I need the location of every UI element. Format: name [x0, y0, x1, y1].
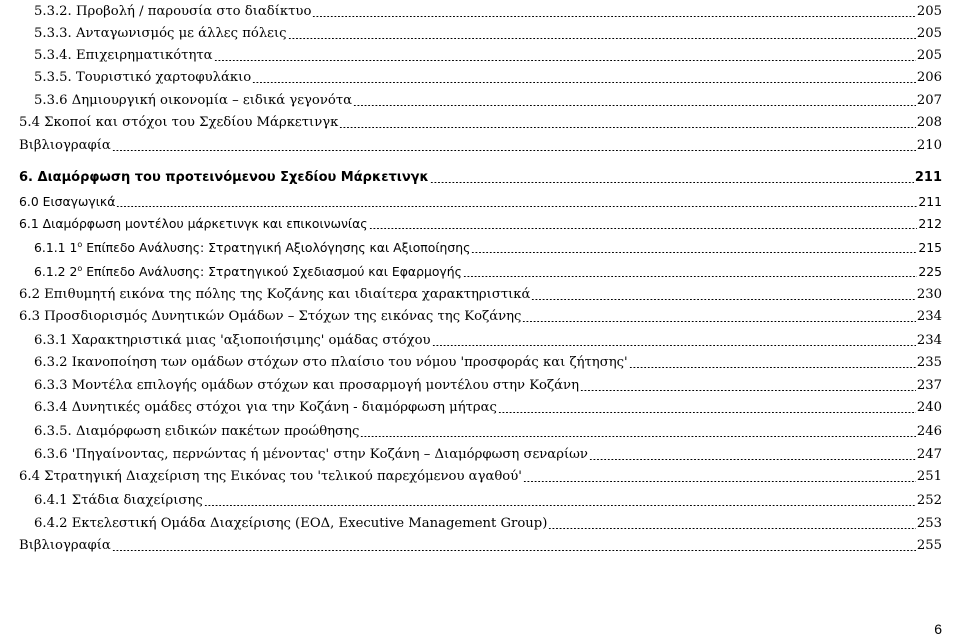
toc-entry-title: Βιβλιογραφία	[19, 538, 111, 553]
toc-entry[interactable]	[34, 66, 942, 86]
toc-entry-page: 247	[916, 447, 942, 462]
dot-leader	[589, 459, 916, 460]
toc-entry-title: 6.3.1 Χαρακτηριστικά μιας 'αξιοποιήσιμης' ομάδας στόχου	[34, 333, 431, 348]
dot-leader	[204, 505, 916, 506]
toc-entry-title: 6. Διαμόρφωση του προτεινόμενου Σχεδίου Μάρκετινγκ	[19, 170, 429, 185]
toc-entry[interactable]	[34, 0, 942, 20]
toc-entry-title: 5.3.3. Ανταγωνισμός με άλλες πόλεις	[34, 26, 287, 41]
dot-leader	[471, 252, 917, 253]
toc-entry-title: 6.3.3 Μοντέλα επιλογής ομάδων στόχων και προσαρμογή μοντέλου στην Κοζάνη	[34, 378, 579, 393]
toc-entry-title: 6.4.1 Στάδια διαχείρισης	[34, 493, 203, 508]
dot-leader	[214, 60, 916, 61]
dot-leader	[116, 206, 917, 207]
toc-entry-title: 6.1 Διαμόρφωση μοντέλου μάρκετινγκ και επικοινωνίας	[19, 216, 368, 231]
dot-leader	[548, 528, 915, 529]
toc-entry-page: 252	[916, 493, 942, 508]
dot-leader	[531, 299, 915, 300]
toc-entry-title: Βιβλιογραφία	[19, 138, 111, 153]
toc-entry-page: 234	[916, 309, 942, 324]
toc-entry-title: 6.3.6 'Πηγαίνοντας, περνώντας ή μένοντας' στην Κοζάνη – Διαμόρφωση σεναρίων	[34, 447, 588, 462]
toc-entry-page: 210	[916, 138, 942, 153]
toc-entry-page: 237	[916, 378, 942, 393]
toc-entry-page: 212	[918, 216, 942, 231]
toc-entry-page: 205	[916, 4, 942, 19]
toc-entry-page: 211	[918, 194, 942, 209]
toc-entry-title: 6.3.2 Ικανοποίηση των ομάδων στόχων στο πλαίσιο του νόμου 'προσφοράς και ζήτησης'	[34, 355, 628, 370]
toc-entry-title: 6.3 Προσδιορισμός Δυνητικών Ομάδων – Στόχων της εικόνας της Κοζάνης	[19, 309, 522, 324]
toc-entry[interactable]	[34, 44, 942, 64]
toc-entry[interactable]	[19, 134, 942, 154]
dot-leader	[369, 228, 918, 229]
toc-entry[interactable]	[19, 465, 942, 485]
toc-entry-page: 235	[916, 355, 942, 370]
dot-leader	[252, 82, 916, 83]
toc-entry-title: 6.1.2 $2^o$ Επίπεδο Ανάλυσης: Στρατηγικού Σχεδιασμού και Εφαρμογής	[34, 264, 462, 279]
dot-leader	[353, 105, 916, 106]
toc-entry[interactable]	[34, 420, 942, 440]
toc-entry[interactable]	[34, 396, 942, 416]
toc-entry-title: 6.0 Εισαγωγικά	[19, 194, 116, 209]
toc-entry-page: 225	[918, 264, 942, 279]
toc-entry-title: 5.3.6 Δημιουργική οικονομία – ειδικά γεγονότα	[34, 93, 353, 108]
dot-leader	[112, 550, 916, 551]
toc-entry-page: 230	[916, 287, 942, 302]
toc-entry-page: 253	[916, 516, 942, 531]
toc-entry[interactable]	[34, 489, 942, 509]
dot-leader	[432, 345, 916, 346]
toc-entry-title: 5.3.2. Προβολή / παρουσία στο διαδίκτυο	[34, 4, 312, 19]
toc-entry-page: 251	[916, 469, 942, 484]
toc-entry[interactable]	[19, 534, 942, 554]
toc-entry[interactable]	[34, 236, 942, 256]
toc-entry[interactable]	[19, 305, 942, 325]
dot-leader	[523, 481, 916, 482]
toc-entry-page: 205	[916, 26, 942, 41]
toc-entry[interactable]	[34, 22, 942, 42]
toc-entry-page: 207	[916, 93, 942, 108]
toc-entry[interactable]	[34, 329, 942, 349]
toc-entry-page: 215	[918, 240, 942, 255]
toc-entry[interactable]	[34, 351, 942, 371]
dot-leader	[112, 150, 916, 151]
toc-entry-title: 6.2 Επιθυμητή εικόνα της πόλης της Κοζάνης και ιδιαίτερα χαρακτηριστικά	[19, 287, 531, 302]
toc-entry-page: 255	[916, 538, 942, 553]
toc-entry[interactable]	[19, 212, 942, 232]
toc-entry[interactable]	[19, 111, 942, 131]
dot-leader	[629, 367, 916, 368]
toc-entry-title: 6.3.4 Δυνητικές ομάδες στόχοι για την Κοζάνη - διαμόρφωση μήτρας	[34, 400, 497, 415]
dot-leader	[498, 412, 916, 413]
toc-entry-title: 5.3.5. Τουριστικό χαρτοφυλάκιο	[34, 70, 252, 85]
dot-leader	[360, 436, 915, 437]
dot-leader	[463, 276, 917, 277]
toc-entry[interactable]	[34, 89, 942, 109]
dot-leader	[312, 16, 915, 17]
toc-entry-page: 206	[916, 70, 942, 85]
dot-leader	[288, 38, 916, 39]
dot-leader	[522, 321, 915, 322]
toc-entry-title: 6.3.5. Διαμόρφωση ειδικών πακέτων προώθησης	[34, 424, 360, 439]
page-number: 6	[934, 621, 942, 637]
toc-entry[interactable]	[34, 512, 942, 532]
dot-leader	[580, 390, 916, 391]
toc-entry-page: 246	[916, 424, 942, 439]
toc-entry-page: 234	[916, 333, 942, 348]
dot-leader	[339, 127, 915, 128]
toc-entry[interactable]	[19, 190, 942, 210]
toc-entry-title: 6.1.1 $1^o$ Επίπεδο Ανάλυσης: Στρατηγική Αξιολόγησης και Αξιοποίησης	[34, 240, 471, 255]
toc-entry-title: 6.4 Στρατηγική Διαχείριση της Εικόνας του 'τελικού παρεχόμενου αγαθού'	[19, 469, 522, 484]
toc-entry-page: 205	[916, 48, 942, 63]
toc-entry-page: 240	[916, 400, 942, 415]
toc-entry-chapter[interactable]	[19, 166, 942, 186]
toc-entry-title: 5.3.4. Επιχειρηματικότητα	[34, 48, 213, 63]
toc-entry[interactable]	[34, 260, 942, 280]
toc-entry[interactable]	[19, 283, 942, 303]
toc-entry[interactable]	[34, 443, 942, 463]
toc-entry-page: 208	[916, 115, 942, 130]
dot-leader	[430, 182, 914, 183]
toc-entry-title: 6.4.2 Εκτελεστική Ομάδα Διαχείρισης (ΕΟΔ, Executive Management Group)	[34, 516, 548, 531]
toc-entry[interactable]	[34, 374, 942, 394]
toc-entry-page: 211	[914, 170, 942, 185]
toc-entry-title: 5.4 Σκοποί και στόχοι του Σχεδίου Μάρκετινγκ	[19, 115, 339, 130]
